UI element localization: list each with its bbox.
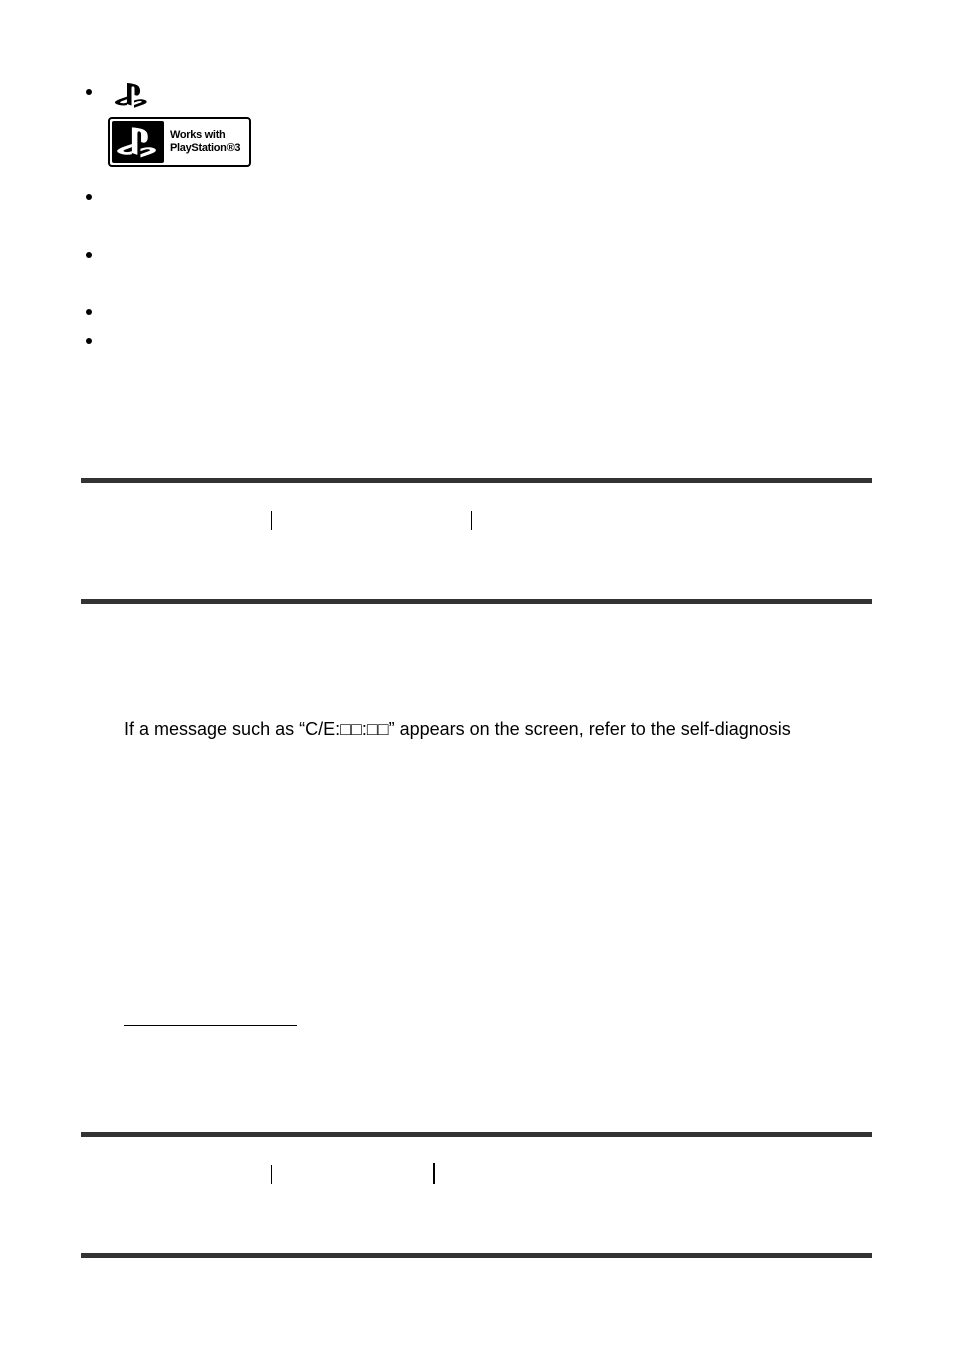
list-bullet-5 <box>86 338 92 344</box>
breadcrumb-separator <box>271 1165 272 1184</box>
section-rule-bottom-1 <box>81 599 872 604</box>
badge-line-2: PlayStation®3 <box>170 142 241 154</box>
playstation-logo-icon <box>114 82 150 108</box>
badge-line-1: Works with <box>170 129 226 141</box>
section-rule-top-2 <box>81 1132 872 1137</box>
list-bullet-1 <box>86 89 92 95</box>
works-with-playstation3-badge <box>108 117 251 167</box>
list-bullet-4 <box>86 309 92 315</box>
breadcrumb-separator <box>471 511 472 530</box>
section-rule-bottom-2 <box>81 1253 872 1258</box>
self-diagnosis-message-text: If a message such as “C/E:□□:□□” appears on the screen, refer to the self-diagnosis <box>124 719 791 739</box>
badge-text <box>170 129 240 155</box>
breadcrumb-separator <box>271 511 272 530</box>
playstation-badge-logo-icon <box>112 121 164 163</box>
link-underline[interactable] <box>124 1025 297 1026</box>
list-bullet-2 <box>86 194 92 200</box>
breadcrumb-separator <box>433 1163 435 1184</box>
section-rule-top-1 <box>81 478 872 483</box>
list-bullet-3 <box>86 252 92 258</box>
